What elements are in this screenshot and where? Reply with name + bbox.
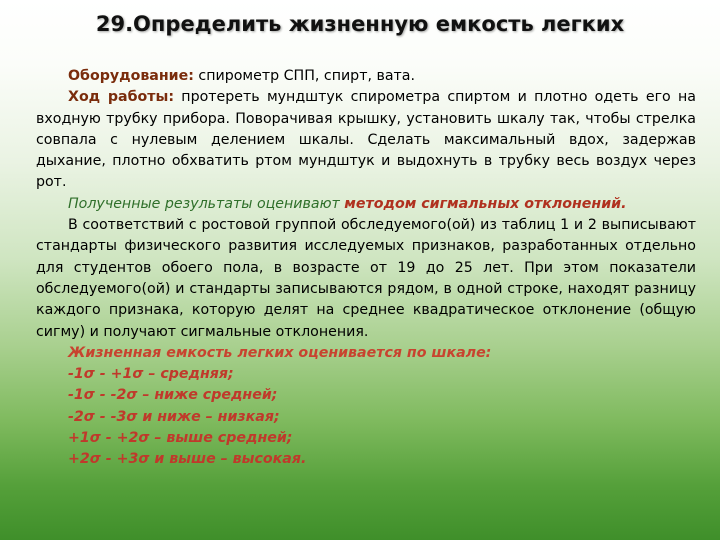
equipment-text: спирометр СПП, спирт, вата. (193, 68, 415, 84)
procedure-paragraph (36, 87, 696, 193)
equipment-label: Оборудование: (68, 68, 194, 84)
scale-line: +2σ - +3σ и выше – высокая. (68, 451, 307, 468)
results-intro: Полученные результаты оценивают (68, 195, 345, 212)
slide-title: 29.Определить жизненную емкость легких (95, 12, 625, 36)
results-method: методом сигмальных отклонений. (344, 195, 627, 212)
scale-line: -1σ - +1σ – средняя; (68, 366, 234, 383)
main-paragraph: В соответствий с ростовой группой обследуемого(ой) из таблиц 1 и 2 выписывают стандарты физического развития исследуемых признаков, разработанных отдельно для студентов обоего пола, в возрасте от 19 до 25 лет. При этом показатели обследуемого(ой) и стандарты записываются рядом, в одной строке, находят разницу каждого признака, которую делят на среднее квадратическое отклонение (общую сигму) и получают сигмальные отклонения. (36, 217, 696, 340)
results-paragraph (36, 194, 696, 215)
scale-heading: Жизненная емкость легких оценивается по шкале: (68, 344, 492, 361)
procedure-label: Ход работы: (68, 89, 174, 106)
equipment-paragraph (36, 66, 696, 87)
scale-line: -1σ - -2σ – ниже средней; (68, 387, 278, 404)
procedure-text: протереть мундштук спирометра спиртом и плотно одеть его на входную трубку прибора. Поворачивая крышку, установить шкалу так, чтобы стрелка совпала с нулевым делением шкалы. Сделать максимальный вдох, задержав дыхание, плотно обхватить ртом мундштук и выдохнуть в трубку весь воздух через рот. (36, 89, 696, 191)
scale-line: +1σ - +2σ – выше средней; (68, 430, 293, 447)
slide-body (36, 66, 696, 471)
scale-line: -2σ - -3σ и ниже – низкая; (68, 408, 280, 425)
